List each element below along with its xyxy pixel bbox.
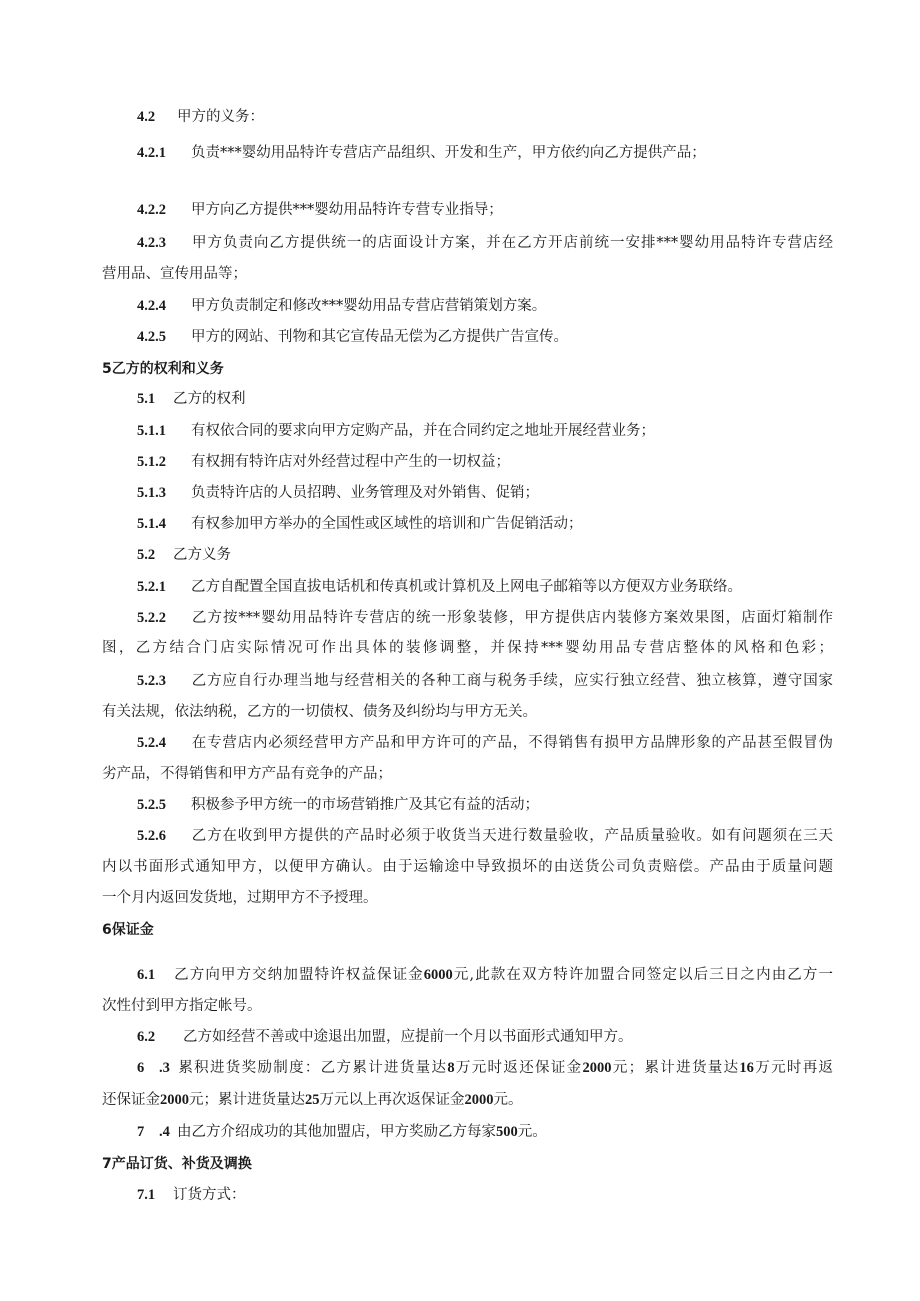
clause-number: 5.2.5	[137, 797, 166, 813]
clause-number: 5.2.4	[137, 735, 166, 751]
clause-text: 负责***婴幼用品特许专营店产品组织、开发和生产，甲方依约向乙方提供产品；	[191, 145, 706, 161]
clause-text: 万元以上再次返保证金	[319, 1092, 465, 1108]
clause-number: 4.2.2	[137, 202, 166, 218]
clause-5-2-1	[137, 577, 742, 597]
clause-number: 6.1	[137, 967, 156, 983]
clause-4-2-3-cont	[102, 264, 247, 284]
clause-text: 次性付到甲方指定帐号。	[102, 998, 262, 1014]
clause-text: 甲方的网站、刊物和其它宣传品无偿为乙方提供广告宣传。	[191, 329, 568, 345]
amount: 2000	[464, 1092, 494, 1108]
amount: 2000	[582, 1060, 612, 1076]
clause-text: 乙方向甲方交纳加盟特许权益保证金	[173, 967, 424, 983]
clause-text: 乙方应自行办理当地与经营相关的各种工商与税务手续，应实行独立经营、独立核算，遵守国家	[191, 673, 833, 689]
clause-text: 万元时返还保证金	[454, 1060, 583, 1076]
section-heading-7: 7产品订货、补货及调换	[102, 1156, 252, 1172]
clause-4-2-2	[137, 200, 503, 220]
clause-number: 4.2.5	[137, 329, 166, 345]
clause-6-3	[137, 1058, 833, 1078]
clause-5-2-4-cont	[102, 764, 392, 784]
clause-text: 由乙方介绍成功的其他加盟店，甲方奖励乙方每家	[177, 1124, 496, 1140]
clause-6-2	[137, 1027, 633, 1047]
clause-text: 有关法规，依法纳税，乙方的一切债权、债务及纠纷均与甲方无关。	[102, 704, 537, 720]
clause-5-2-2-cont	[102, 638, 833, 658]
clause-number: 5.2.3	[137, 673, 166, 689]
clause-number: 5.1	[137, 391, 156, 407]
clause-number: 4.2	[137, 109, 156, 125]
clause-5-1	[137, 389, 246, 409]
clause-text: 元；累计进货量达	[611, 1060, 740, 1076]
clause-number: 6.2	[137, 1029, 156, 1045]
clause-text: 万元时再返	[753, 1060, 834, 1076]
clause-4-2	[137, 107, 264, 127]
clause-number-suffix: .3	[159, 1060, 170, 1076]
clause-5-1-3	[137, 483, 539, 503]
amount: 25	[305, 1092, 320, 1108]
amount: 16	[739, 1060, 754, 1076]
clause-number: 5.1.2	[137, 454, 166, 470]
clause-4-2-1	[137, 143, 706, 163]
section-heading-6: 6保证金	[102, 922, 154, 938]
clause-5-2-2	[137, 608, 833, 628]
clause-5-1-2	[137, 452, 510, 472]
clause-number: 7	[137, 1124, 145, 1140]
clause-text: 内以书面形式通知甲方，以便甲方确认。由于运输途中导致损坏的由送货公司负责赔偿。产品由于质量问题	[102, 859, 833, 875]
clause-number: 5.1.4	[137, 516, 166, 532]
clause-4-2-5	[137, 327, 568, 347]
clause-5-2-4	[137, 733, 833, 753]
amount: 8	[447, 1060, 455, 1076]
clause-text: 图，乙方结合门店实际情况可作出具体的装修调整，并保持***婴幼用品专营店整体的风格和色彩；	[102, 640, 833, 656]
amount: 500	[496, 1124, 518, 1140]
amount: 2000	[160, 1092, 189, 1108]
clause-5-1-1	[137, 421, 655, 441]
clause-4-2-3	[137, 233, 833, 253]
clause-number: 5.1.3	[137, 485, 166, 501]
clause-text: 有权依合同的要求向甲方定购产品，并在合同约定之地址开展经营业务；	[191, 423, 655, 439]
clause-number: 4.2.3	[137, 235, 166, 251]
clause-number: 4.2.1	[137, 145, 166, 161]
clause-4-2-4	[137, 296, 546, 316]
clause-text: 乙方自配置全国直拔电话机和传真机或计算机及上网电子邮箱等以方便双方业务联络。	[191, 579, 742, 595]
clause-text: 元；累计进货量达	[189, 1092, 305, 1108]
clause-text: 有权参加甲方举办的全国性或区域性的培训和广告促销活动；	[191, 516, 583, 532]
clause-text: 乙方如经营不善或中途退出加盟，应提前一个月以书面形式通知甲方。	[183, 1029, 633, 1045]
clause-text: 订货方式：	[173, 1187, 246, 1203]
clause-5-2-6-cont	[102, 857, 833, 877]
clause-text: 元。	[493, 1092, 523, 1108]
clause-text: 乙方义务	[173, 547, 231, 563]
clause-5-2-3	[137, 671, 833, 691]
clause-text: 乙方按***婴幼用品特许专营店的统一形象装修，甲方提供店内装修方案效果图，店面灯箱制作	[191, 610, 833, 626]
clause-number: 7.1	[137, 1187, 156, 1203]
clause-number: 6	[137, 1060, 145, 1076]
clause-6-1	[137, 965, 833, 985]
clause-text: 负责特许店的人员招聘、业务管理及对外销售、促销；	[191, 485, 539, 501]
clause-text: 营用品、宣传用品等；	[102, 266, 247, 282]
clause-text: 积极参予甲方统一的市场营销推广及其它有益的活动；	[191, 797, 539, 813]
clause-5-2-6-cont2	[102, 888, 378, 908]
clause-5-2-5	[137, 795, 539, 815]
clause-text: 劣产品，不得销售和甲方产品有竞争的产品；	[102, 766, 392, 782]
clause-text: 在专营店内必须经营甲方产品和甲方许可的产品，不得销售有损甲方品牌形象的产品甚至假冒伪	[191, 735, 833, 751]
clause-text: 累积进货奖励制度：乙方累计进货量达	[177, 1060, 448, 1076]
clause-number: 5.1.1	[137, 423, 166, 439]
clause-text: 一个月内返回发货地，过期甲方不予授理。	[102, 890, 378, 906]
clause-5-2-3-cont	[102, 702, 537, 722]
clause-text: 还保证金	[102, 1092, 160, 1108]
clause-text: 甲方负责向乙方提供统一的店面设计方案，并在乙方开店前统一安排***婴幼用品特许专营店经	[191, 235, 833, 251]
clause-number-suffix: .4	[159, 1124, 170, 1140]
clause-number: 5.2.1	[137, 579, 166, 595]
clause-number: 5.2.6	[137, 828, 166, 844]
clause-text: 有权拥有特许店对外经营过程中产生的一切权益；	[191, 454, 510, 470]
clause-number: 5.2	[137, 547, 156, 563]
clause-text: 甲方负责制定和修改***婴幼用品专营店营销策划方案。	[191, 298, 547, 314]
clause-5-1-4	[137, 514, 583, 534]
clause-5-2	[137, 545, 231, 565]
clause-text: 甲方的义务：	[177, 109, 264, 125]
clause-text: 乙方的权利	[173, 391, 246, 407]
clause-number: 4.2.4	[137, 298, 166, 314]
amount: 6000	[423, 967, 453, 983]
clause-text: 乙方在收到甲方提供的产品时必须于收货当天进行数量验收，产品质量验收。如有问题须在三天	[191, 828, 833, 844]
section-heading-5: 5乙方的权利和义务	[102, 361, 224, 377]
clause-text: 元。	[517, 1124, 547, 1140]
clause-text: 元,此款在双方特许加盟合同签定以后三日之内由乙方一	[452, 967, 834, 983]
clause-7-1	[137, 1185, 246, 1205]
clause-text: 甲方向乙方提供***婴幼用品特许专营专业指导；	[191, 202, 503, 218]
clause-6-4	[137, 1122, 547, 1142]
clause-6-3-cont	[102, 1090, 523, 1110]
clause-6-1-cont	[102, 996, 262, 1016]
clause-number: 5.2.2	[137, 610, 166, 626]
clause-5-2-6	[137, 826, 833, 846]
